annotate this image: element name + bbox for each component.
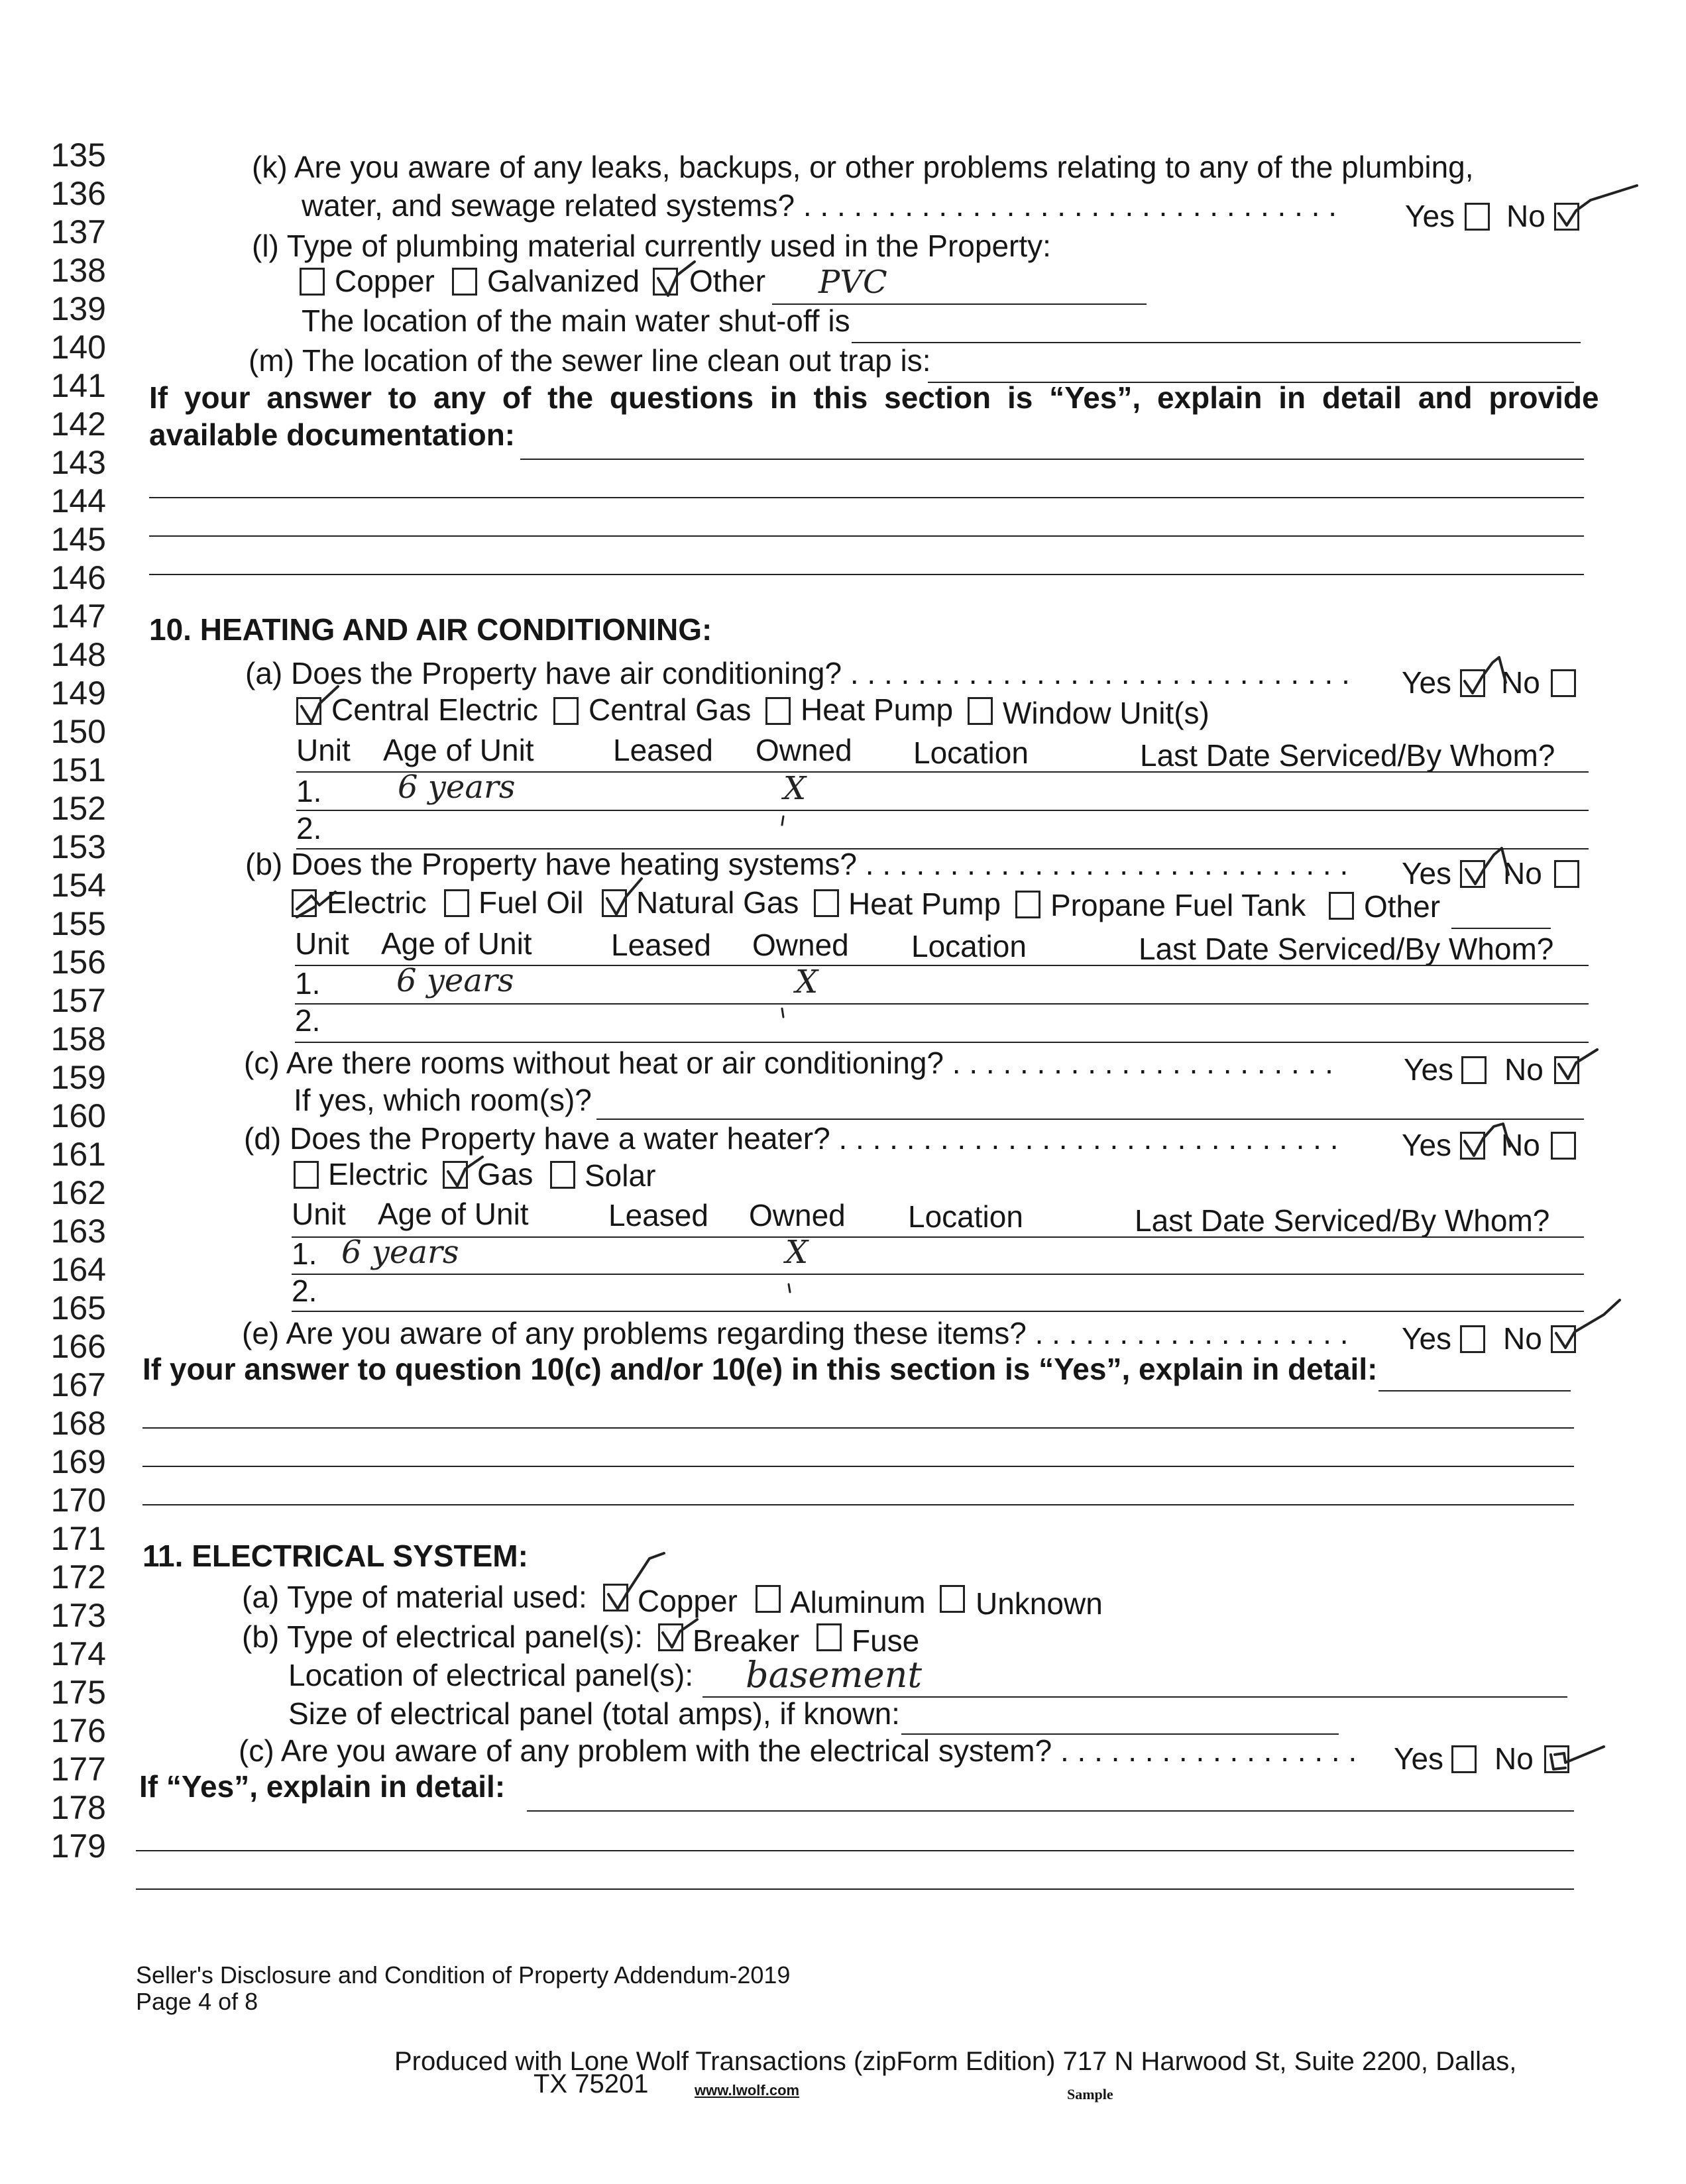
line-number: 141 [50,367,106,404]
question-d: (d) Does the Property have a water heater? . . . . . . . . . . . . . . . . . . . . . . . . . . . . . . [244,1121,1339,1156]
shutoff-label: The location of the main water shut-off is [302,303,850,338]
k-yes-checkbox[interactable] [1465,203,1490,231]
propane-checkbox[interactable] [1015,891,1040,918]
which-rooms-line[interactable] [596,1119,1584,1120]
col-unit: Unit [296,733,351,767]
line-number: 161 [50,1136,106,1173]
a-no-checkbox[interactable] [1551,669,1576,697]
col-owned: Owned [749,1198,846,1232]
line-number: 170 [50,1482,106,1519]
panel-location-label: Location of electrical panel(s): [288,1658,694,1692]
explain-line[interactable] [149,535,1584,537]
explain-line[interactable] [142,1466,1574,1467]
central-electric-checkbox[interactable] [296,697,321,725]
section-title-heating: 10. HEATING AND AIR CONDITIONING: [149,612,712,647]
electrical-question-a: (a) Type of material used: [242,1580,587,1614]
line-number: 176 [50,1712,106,1749]
b-yes-checkbox[interactable] [1460,860,1485,888]
fuse-label: Fuse [852,1623,920,1658]
col-owned: Owned [756,733,852,767]
section-title-electrical: 11. ELECTRICAL SYSTEM: [142,1539,528,1573]
fuel-oil-label: Fuel Oil [478,885,584,920]
col-unit: Unit [292,1197,346,1231]
line-number: 138 [50,252,106,289]
line-number: 154 [50,867,106,904]
explain-line[interactable] [1378,1390,1571,1392]
line-number: 163 [50,1213,106,1250]
page-number: Page 4 of 8 [136,1988,258,2015]
a-yes-checkbox[interactable] [1460,669,1485,697]
line-number: 156 [50,944,106,981]
col-location: Location [908,1199,1023,1234]
line-number: 151 [50,751,106,789]
e-yes-checkbox[interactable] [1460,1325,1485,1353]
explain-line[interactable] [142,1427,1574,1429]
explain-line[interactable] [142,1504,1574,1505]
c-yes-checkbox[interactable] [1461,1056,1487,1084]
line-number: 144 [50,482,106,519]
ac-age-answer[interactable]: 6 years [398,769,516,806]
line-number: 136 [50,175,106,212]
question-e: (e) Are you aware of any problems regarding these items? . . . . . . . . . . . . . . . . . . . [242,1316,1349,1350]
question-c: (c) Are there rooms without heat or air conditioning? . . . . . . . . . . . . . . . . . . . . . . . [244,1046,1333,1080]
e-no-checkbox[interactable] [1551,1325,1576,1353]
plumbing-explain-line2: available documentation: [149,417,516,452]
plumbing-explain-line1: If your answer to any of the questions in this section is “Yes”, explain in detail and provide [149,380,1599,415]
line-number: 139 [50,290,106,327]
ac-owned-mark[interactable]: X [783,770,807,807]
table-row-rule[interactable] [295,1003,1589,1005]
line-number: 137 [50,213,106,250]
gas-water-heater-checkbox[interactable] [443,1161,468,1189]
yes-label: Yes [1402,665,1452,700]
gas-label: Gas [477,1157,534,1191]
b-no-checkbox[interactable] [1554,860,1579,888]
explain-line[interactable] [149,497,1584,498]
heat-owned-mark[interactable]: X [795,963,818,1001]
fuel-oil-checkbox[interactable] [444,889,469,917]
explain-line[interactable] [527,1810,1574,1812]
line-number: 165 [50,1289,106,1327]
line-number: 174 [50,1635,106,1672]
line-number: 175 [50,1674,106,1711]
col-last-serviced: Last Date Serviced/By Whom? [1140,738,1555,773]
galvanized-checkbox[interactable] [452,268,477,296]
elec-c-no-checkbox[interactable] [1544,1745,1569,1773]
question-m: (m) The location of the sewer line clean out trap is: [249,343,931,378]
no-label: No [1503,856,1542,891]
electric-water-heater-checkbox[interactable] [294,1161,319,1189]
line-number: 167 [50,1366,106,1403]
shutoff-answer-line[interactable] [852,342,1581,343]
question-b: (b) Does the Property have heating systems? . . . . . . . . . . . . . . . . . . . . . . . . . . . . . [245,847,1349,881]
yes-label: Yes [1404,1052,1454,1087]
line-number: 178 [50,1789,106,1826]
unknown-label: Unknown [976,1586,1103,1621]
col-location: Location [911,929,1027,963]
line-number: 152 [50,790,106,827]
line-number: 145 [50,521,106,558]
question-k-line1: (k) Are you aware of any leaks, backups, or other problems relating to any of the plumbing, [252,150,1474,184]
yes-label: Yes [1405,199,1455,233]
col-last-serviced: Last Date Serviced/By Whom? [1139,932,1554,966]
col-age: Age of Unit [381,926,532,961]
question-l: (l) Type of plumbing material currently used in the Property: [252,229,1051,263]
unknown-wiring-checkbox[interactable] [940,1585,965,1613]
copper-wiring-checkbox[interactable] [603,1584,628,1611]
line-number: 168 [50,1405,106,1442]
heat-pump-label: Heat Pump [801,692,954,727]
col-leased: Leased [613,733,713,767]
row-2-label: 2. [295,1003,321,1038]
other-label: Other [689,264,766,298]
breaker-label: Breaker [693,1623,800,1658]
no-label: No [1494,1741,1534,1776]
electrical-explain-label: If “Yes”, explain in detail: [139,1769,506,1804]
no-label: No [1504,1052,1544,1087]
row-2-label: 2. [296,811,322,846]
line-number: 140 [50,329,106,366]
yes-label: Yes [1402,1128,1452,1162]
table-row-rule[interactable] [296,810,1589,811]
line-number: 159 [50,1059,106,1096]
table-row-rule[interactable] [295,1042,1589,1043]
col-owned: Owned [752,928,849,962]
line-number: 143 [50,444,106,481]
heating-explain-label: If your answer to question 10(c) and/or 10(e) in this section is “Yes”, explain in detail: [142,1352,1378,1386]
window-units-checkbox[interactable] [968,697,993,725]
yes-label: Yes [1394,1741,1444,1776]
d-yes-checkbox[interactable] [1460,1132,1485,1160]
natural-gas-checkbox[interactable] [602,889,627,917]
central-electric-label: Central Electric [331,692,538,727]
line-number: 171 [50,1520,106,1557]
panel-location-answer[interactable]: basement [746,1654,923,1696]
electric-label: Electric [328,1157,428,1191]
table-header-rule [292,1236,1584,1238]
line-number: 147 [50,598,106,635]
row-1-label: 1. [296,774,322,808]
solar-water-heater-checkbox[interactable] [550,1161,575,1189]
which-rooms-label: If yes, which room(s)? [294,1083,592,1117]
elec-c-yes-checkbox[interactable] [1451,1745,1477,1773]
col-unit: Unit [295,926,349,961]
col-last-serviced: Last Date Serviced/By Whom? [1135,1203,1550,1238]
line-number: 150 [50,713,106,750]
line-number: 142 [50,406,106,443]
other-pipe-checkbox[interactable] [653,268,678,296]
window-units-label: Window Unit(s) [1003,696,1209,730]
fuse-checkbox[interactable] [816,1623,842,1651]
no-label: No [1503,1321,1542,1356]
line-number: 177 [50,1751,106,1788]
line-number: 146 [50,559,106,596]
line-number: 160 [50,1097,106,1134]
col-location: Location [913,736,1029,770]
line-number: 148 [50,636,106,673]
heat-pump-checkbox[interactable] [765,697,791,725]
line-number: 162 [50,1174,106,1211]
table-row-rule[interactable] [292,1274,1584,1275]
natural-gas-label: Natural Gas [636,885,799,920]
sample-label: Sample [1067,2086,1113,2102]
breaker-checkbox[interactable] [658,1623,683,1651]
aluminum-wiring-checkbox[interactable] [756,1585,781,1613]
yes-label: Yes [1402,856,1452,891]
electrical-question-b: (b) Type of electrical panel(s): [242,1619,644,1654]
water-heater-age-answer[interactable]: 6 years [341,1234,459,1271]
other-heat-checkbox[interactable] [1329,892,1354,920]
other-label: Other [1364,889,1441,924]
line-number: 179 [50,1828,106,1865]
water-heater-owned-mark[interactable]: X [785,1234,809,1271]
explain-line[interactable] [149,574,1584,575]
propane-label: Propane Fuel Tank [1050,888,1306,922]
explain-line[interactable] [136,1888,1574,1890]
col-leased: Leased [611,928,711,962]
no-label: No [1501,1128,1540,1162]
heat-pump-label: Heat Pump [848,887,1001,921]
copper-label: Copper [638,1584,738,1618]
row-2-label: 2. [292,1274,317,1308]
yes-label: Yes [1402,1321,1452,1356]
heat-age-answer[interactable]: 6 years [396,962,514,999]
c-no-checkbox[interactable] [1554,1056,1579,1084]
row-1-label: 1. [292,1236,317,1271]
copper-label: Copper [335,264,435,298]
copper-pipe-checkbox[interactable] [300,268,325,296]
website-link[interactable]: www.lwolf.com [695,2082,800,2099]
explain-line[interactable] [136,1850,1574,1851]
aluminum-label: Aluminum [790,1585,926,1619]
panel-size-label: Size of electrical panel (total amps), if known: [288,1696,900,1731]
no-label: No [1501,665,1540,700]
heat-pump-heat-checkbox[interactable] [814,889,839,917]
electrical-question-c: (c) Are you aware of any problem with the electrical system? . . . . . . . . . . . . . . . . . . [239,1733,1357,1768]
galvanized-label: Galvanized [487,264,640,298]
question-k-line2: water, and sewage related systems? . . . . . . . . . . . . . . . . . . . . . . . . . . . . . . . . [302,188,1337,223]
central-gas-checkbox[interactable] [553,697,579,725]
central-gas-label: Central Gas [589,692,752,727]
other-pipe-answer[interactable]: PVC [818,264,887,301]
form-name: Seller's Disclosure and Condition of Property Addendum-2019 [136,1961,791,1989]
electric-heat-checkbox[interactable] [292,889,317,917]
line-number: 172 [50,1558,106,1596]
line-number: 158 [50,1020,106,1058]
line-number: 173 [50,1597,106,1634]
col-leased: Leased [608,1198,708,1232]
line-number: 153 [50,828,106,865]
explain-line[interactable] [520,459,1584,460]
table-row-rule[interactable] [292,1311,1584,1312]
line-number: 155 [50,905,106,942]
other-answer-line[interactable] [1451,928,1551,929]
line-number: 166 [50,1328,106,1365]
col-age: Age of Unit [378,1197,529,1231]
k-no-checkbox[interactable] [1554,203,1579,231]
line-number: 135 [50,136,106,174]
producer-line: Produced with Lone Wolf Transactions (zipForm Edition) 717 N Harwood St, Suite 2200, Dallas, [394,2047,1517,2076]
question-a: (a) Does the Property have air conditioning? . . . . . . . . . . . . . . . . . . . . . . . . . . . . . . [245,656,1350,690]
line-number: 157 [50,982,106,1019]
row-1-label: 1. [295,966,321,1001]
solar-label: Solar [585,1158,656,1193]
col-age: Age of Unit [383,733,534,767]
electric-label: Electric [327,885,427,920]
d-no-checkbox[interactable] [1551,1132,1576,1160]
producer-city: TX 75201 [534,2069,649,2099]
line-number: 164 [50,1251,106,1288]
no-label: No [1506,199,1546,233]
line-number: 169 [50,1443,106,1480]
line-number: 149 [50,675,106,712]
